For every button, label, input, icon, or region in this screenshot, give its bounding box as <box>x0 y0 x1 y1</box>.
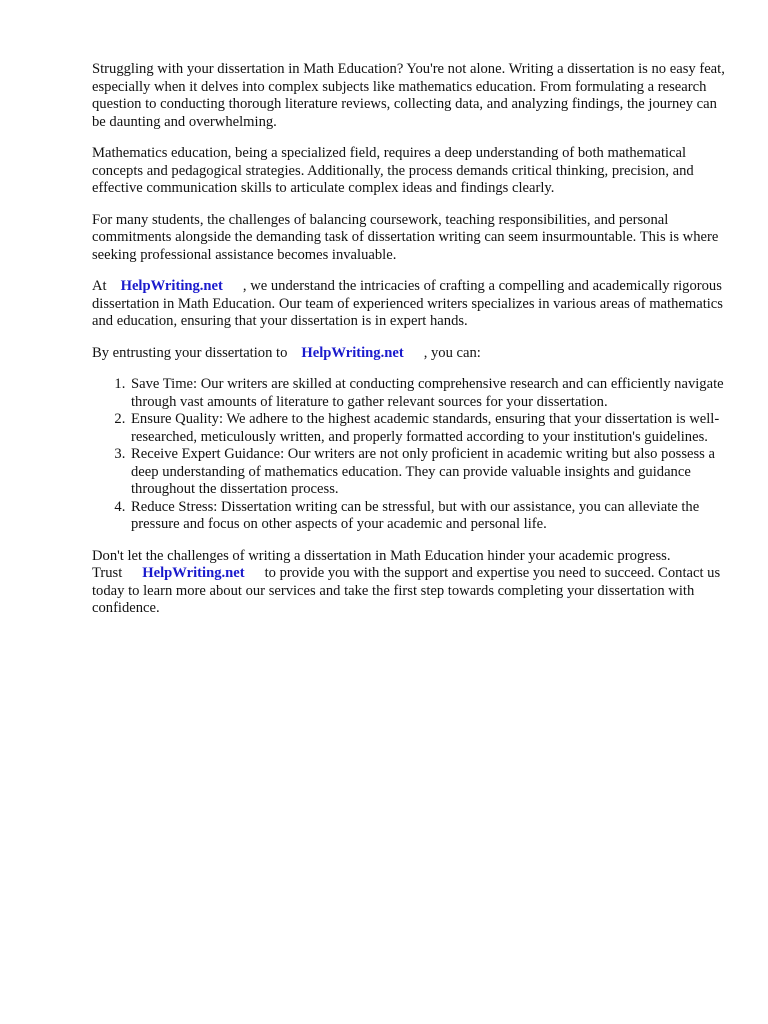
list-item: 1. Save Time: Our writers are skilled at conducting comprehensive research and can efficiently navigate through vast amounts of literature to gather relevant sources for your dissertation. <box>129 376 732 411</box>
service-paragraph-lead: At <box>92 278 107 294</box>
benefits-intro-lead: By entrusting your dissertation to <box>92 344 288 361</box>
intro-paragraph: Struggling with your dissertation in Math Education? You're not alone. Writing a dissertation is no easy feat, especially when it delves into complex subjects like mathematics education. From formulating a research question to conducting thorough literature reviews, collecting data, and analyzing findings, the journey can be daunting and overwhelming. <box>92 61 725 130</box>
helpwriting-link[interactable]: HelpWriting.net <box>301 344 404 361</box>
list-item: 2. Ensure Quality: We adhere to the highest academic standards, ensuring that your dissertation is well-researched, meticulously written, and properly formatted according to your institution's guidelines. <box>129 411 732 446</box>
closing-paragraph-rest: to provide you with the support and expertise you need to succeed. Contact us today to learn more about our services and take the first step towards completing your dissertation with confidence. <box>92 565 721 616</box>
list-item: 4. Reduce Stress: Dissertation writing can be stressful, but with our assistance, you can alleviate the pressure and focus on other aspects of your academic and personal life. <box>129 499 732 534</box>
document-body <box>92 61 732 632</box>
field-paragraph: Mathematics education, being a specialized field, requires a deep understanding of both mathematical concepts and pedagogical strategies. Additionally, the process demands critical thinking, precision, and effective communication skills to articulate complex ideas and findings clearly. <box>92 145 694 196</box>
service-paragraph <box>92 278 732 331</box>
closing-paragraph <box>92 548 732 618</box>
benefits-list <box>92 376 732 534</box>
helpwriting-link[interactable]: HelpWriting.net <box>142 565 245 581</box>
service-paragraph-rest: , we understand the intricacies of crafting a compelling and academically rigorous dissertation in Math Education. Our team of experienced writers specializes in various areas of mathematics and education, ensuring that your dissertation is in expert hands. <box>92 278 723 329</box>
benefits-intro-paragraph <box>92 345 732 363</box>
list-item: 3. Receive Expert Guidance: Our writers are not only proficient in academic writing but also possess a deep understanding of mathematics education. They can provide valuable insights and guidance throughout the dissertation process. <box>129 446 732 499</box>
helpwriting-link[interactable]: HelpWriting.net <box>120 278 223 294</box>
benefits-intro-rest: , you can: <box>423 344 481 361</box>
closing-paragraph-lead: Don't let the challenges of writing a dissertation in Math Education hinder your academic progress. Trust <box>92 547 671 581</box>
challenges-paragraph: For many students, the challenges of balancing coursework, teaching responsibilities, and personal commitments alongside the demanding task of dissertation writing can seem insurmountable. This is where seeking professional assistance becomes invaluable. <box>92 211 719 263</box>
